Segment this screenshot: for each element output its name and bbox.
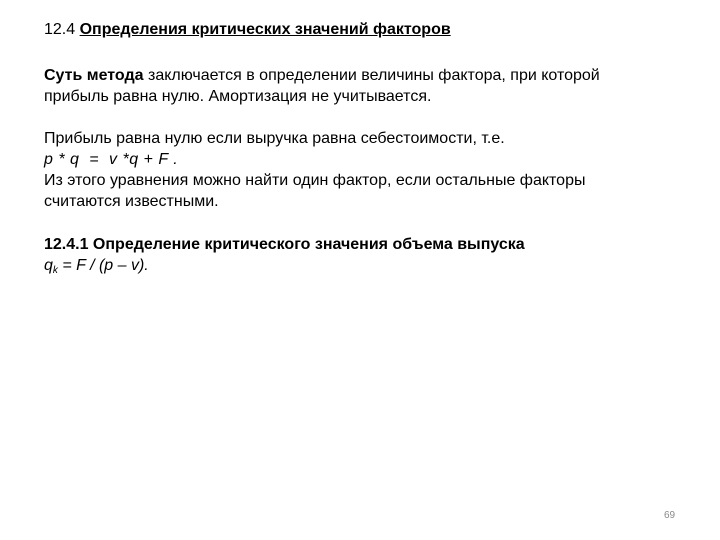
critical-volume-formula (44, 255, 525, 281)
profit-line-4: считаются известными. (44, 193, 219, 210)
method-line-2: прибыль равна нулю. Амортизация не учитывается. (44, 88, 432, 105)
method-lead: Суть метода (44, 67, 144, 84)
profit-line-3: Из этого уравнения можно найти один фактор, если остальные факторы (44, 172, 586, 189)
subsection-heading: 12.4.1 Определение критического значения объема выпуска (44, 236, 525, 253)
subsection (44, 234, 525, 281)
section-heading (44, 19, 451, 40)
formula-subscript: k (52, 265, 58, 276)
formula-variable: q (44, 257, 53, 274)
method-line-1 (44, 65, 600, 86)
formula-rest: = F / (p – v). (57, 257, 149, 274)
section-number: 12.4 (44, 21, 76, 38)
section-title: Определения критических значений факторов (79, 21, 451, 38)
method-paragraph (44, 65, 600, 107)
page-number: 69 (664, 510, 676, 521)
profit-line-1: Прибыль равна нулю если выручка равна себестоимости, т.е. (44, 130, 505, 147)
profit-paragraph (44, 128, 585, 212)
method-line-1-rest: заключается в определении величины фактора, при которой (143, 67, 600, 84)
breakeven-formula: p * q = v *q + F . (44, 151, 179, 168)
